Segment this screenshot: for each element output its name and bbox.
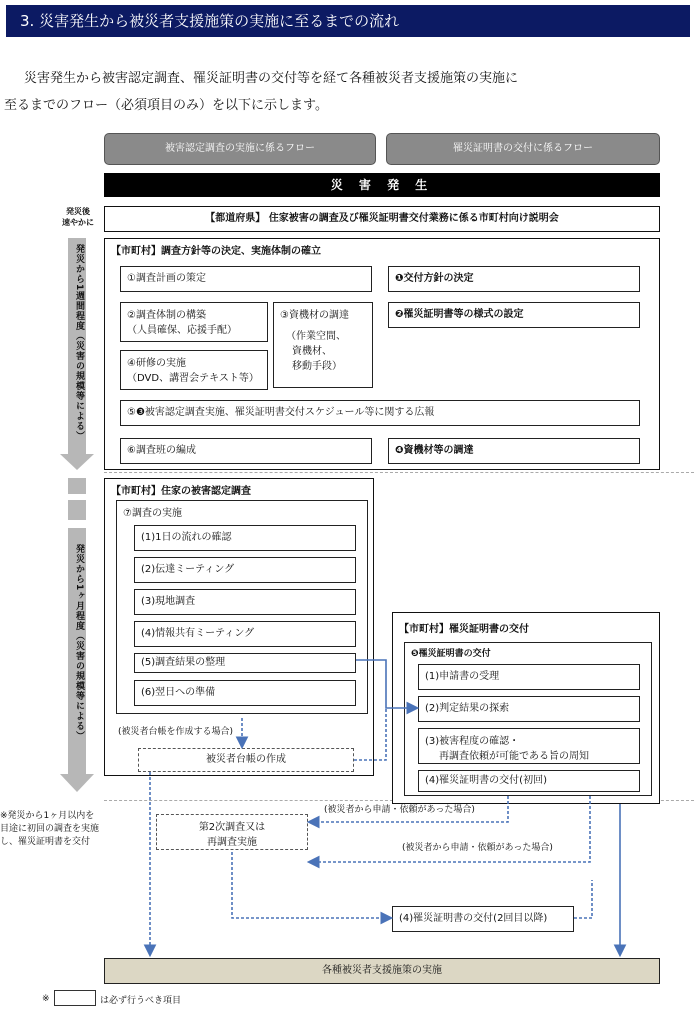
equip-line-2: （作業空間、	[286, 331, 346, 342]
cert-step-3-line-2: 再調査依頼が可能である旨の周知	[439, 751, 589, 762]
request-note-2: (被災者から申請・依頼があった場合)	[402, 843, 553, 853]
survey-step-4: (4)情報共有ミーティング	[134, 621, 356, 647]
ledger-condition: (被災者台帳を作成する場合)	[118, 727, 234, 737]
support-measures-bar: 各種被災者支援施策の実施	[104, 958, 660, 984]
intro-line-1: 災害発生から被害認定調査、罹災証明書の交付等を経て各種被災者支援施策の実施に	[24, 71, 519, 86]
training-line-2: （DVD、講習会テキスト等）	[127, 373, 259, 384]
side-label-month: 発災から1ヶ月程度（災害の規模等による）	[74, 544, 84, 742]
side-label-immediate: 発災後 速やかに	[62, 207, 94, 227]
arrow-request-1	[310, 796, 508, 822]
step-equipment-procure: ❹資機材等の調達	[388, 438, 640, 464]
week-arrow-head	[60, 454, 94, 470]
survey-step-2: (2)伝達ミーティング	[134, 557, 356, 583]
resurvey-line-1: 第2次調査又は	[198, 822, 266, 833]
month-arrow-head	[60, 774, 94, 792]
policy-title: 【市町村】調査方針等の決定、実施体制の確立	[111, 246, 321, 257]
arrow-reissue-loop	[574, 880, 592, 918]
prefecture-briefing-box: 【都道府県】 住家被害の調査及び罹災証明書交付業務に係る市町村向け説明会	[104, 206, 660, 232]
step-survey-plan: ①調査計画の策定	[120, 266, 372, 292]
survey-step-6: (6)翌日への準備	[134, 680, 356, 706]
step-issue-policy: ❶交付方針の決定	[388, 266, 640, 292]
cert-step-3-line-1: (3)被害程度の確認・	[425, 736, 520, 747]
training-line-1: ④研修の実施	[127, 358, 186, 369]
survey-step-3: (3)現地調査	[134, 589, 356, 615]
survey-impl-label: ⑦調査の実施	[123, 508, 182, 519]
certificate-flow-label: 罹災証明書の交付に係るフロー	[386, 133, 660, 165]
intro-line-2: 至るまでのフロー（必須項目のみ）を以下に示します。	[4, 98, 328, 113]
step-certificate-format: ❷罹災証明書等の様式の設定	[388, 302, 640, 328]
step-team-formation: ⑥調査班の編成	[120, 438, 372, 464]
structure-line-2: （人員確保、応援手配）	[127, 325, 237, 336]
survey-step-1: (1)1日の流れの確認	[134, 525, 356, 551]
equip-line-4: 移動手段）	[292, 361, 342, 372]
cert-step-4: (4)罹災証明書の交付(初回)	[418, 770, 640, 792]
legend-text: は必ず行うべき項目	[100, 996, 182, 1006]
reissue-box: (4)罹災証明書の交付(2回目以降)	[392, 906, 574, 932]
resurvey-line-2: 再調査実施	[207, 837, 257, 848]
arrow-to-cert	[356, 660, 416, 708]
disaster-occurrence-bar: 災 害 発 生	[104, 173, 660, 197]
step-publicity: ⑤❸被害認定調査実施、罹災証明書交付スケジュール等に関する広報	[120, 400, 640, 426]
survey-title: 【市町村】住家の被害認定調査	[111, 486, 251, 497]
cert-step-1: (1)申請書の受理	[418, 664, 640, 690]
cert-step-2: (2)判定結果の探索	[418, 696, 640, 722]
equip-line-3: 資機材、	[292, 346, 332, 357]
survey-step-5: (5)調査結果の整理	[134, 653, 356, 673]
request-note-1: (被災者から申請・依頼があった場合)	[324, 805, 475, 815]
side-note: ※発災から1ヶ月以内を目途に初回の調査を実施し、罹災証明書を交付	[0, 811, 100, 847]
survey-flow-label: 被害認定調査の実施に係るフロー	[104, 133, 376, 165]
certificate-title: 【市町村】罹災証明書の交付	[399, 624, 529, 635]
arrow-ledger-cert	[354, 708, 386, 760]
victim-ledger-box: 被災者台帳の作成	[138, 748, 354, 772]
arrow-request-2	[310, 796, 590, 862]
certificate-issue-label: ❺罹災証明書の交付	[411, 649, 491, 659]
legend-mark: ※	[42, 994, 50, 1004]
section-header: 3. 災害発生から被災者支援施策の実施に至るまでの流れ	[6, 5, 690, 37]
structure-line-1: ②調査体制の構築	[127, 310, 206, 321]
equip-line-1: ③資機材の調達	[280, 310, 349, 321]
side-label-week: 発災から1週間程度（災害の規模等による）	[74, 244, 84, 442]
